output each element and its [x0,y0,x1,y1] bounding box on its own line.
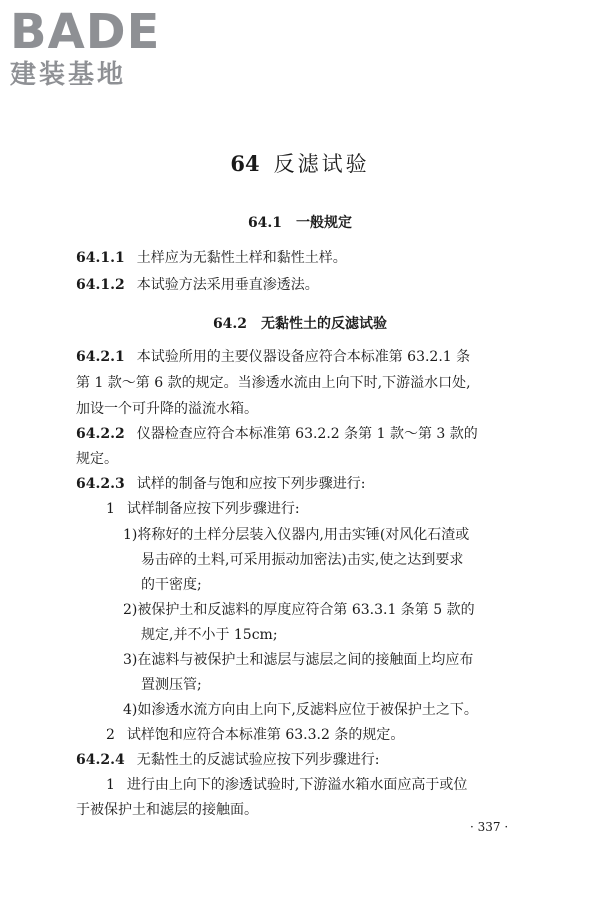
clause-number: 64.2.3 [76,476,125,492]
clause-text-line: 规定。 [76,451,118,467]
section-heading-64-2 [0,313,600,333]
chapter-number: 64 [230,151,260,176]
list-item-label: 4) [123,702,138,718]
list-item [123,526,469,544]
clause-64-2-4 [76,751,379,769]
clause-text: 试样的制备与饱和应按下列步骤进行: [136,476,366,492]
subclause-text: 进行由上向下的渗透试验时,下游溢水箱水面应高于或位 [126,777,468,793]
chapter-title [0,148,600,178]
clause-text-line: 第 1 款～第 6 款的规定。当渗透水流由上向下时,下游溢水口处, [76,375,471,391]
clause-number: 64.2.4 [76,752,125,768]
section-heading-64-1 [0,212,600,232]
subclause-2 [106,726,404,744]
clause-number: 64.2.2 [76,426,125,442]
list-item [123,701,478,719]
logo-mark: BADE [10,4,161,60]
list-item-label: 2) [123,602,138,618]
subclause-1 [106,500,300,518]
clause-text-line: 仪器检查应符合本标准第 63.2.2 条第 1 款～第 3 款的 [136,426,478,442]
clause-number: 64.2.1 [76,349,125,365]
list-item [123,601,475,619]
logo-subtitle: 建装基地 [10,60,127,90]
subclause-text: 试样制备应按下列步骤进行: [126,501,300,517]
list-item-text: 在滤料与被保护土和滤层与滤层之间的接触面上均应布 [137,652,474,668]
clause-number: 64.1.1 [76,250,125,266]
subclause-number: 2 [106,727,115,743]
subclause-number: 1 [106,777,115,793]
clause-text: 土样应为无黏性土样和黏性土样。 [136,250,347,266]
clause-text: 无黏性土的反滤试验应按下列步骤进行: [136,752,380,768]
list-item-text: 易击碎的土料,可采用振动加密法)击实,使之达到要求 [141,552,464,568]
list-item [123,651,473,669]
clause-64-1-2 [76,276,319,294]
section-title: 一般规定 [296,215,353,231]
list-item-text: 将称好的土样分层装入仪器内,用击实锤(对风化石渣或 [137,527,470,543]
subclause-1 [106,776,467,794]
clause-64-2-2 [76,425,478,443]
list-item-text: 如渗透水流方向由上向下,反滤料应位于被保护土之下。 [137,702,478,718]
clause-text-line: 加设一个可升降的溢流水箱。 [76,401,258,417]
list-item-label: 1) [123,527,138,543]
subclause-text: 于被保护土和滤层的接触面。 [76,802,258,818]
list-item-text: 置测压管; [141,677,202,693]
subclause-number: 1 [106,501,115,517]
list-item-label: 3) [123,652,138,668]
section-number: 64.2 [212,316,248,332]
clause-text: 本试验方法采用垂直渗透法。 [136,277,319,293]
list-item-text: 被保护土和反滤料的厚度应符合第 63.3.1 条第 5 款的 [137,602,475,618]
clause-number: 64.1.2 [76,277,125,293]
section-number: 64.1 [247,215,283,231]
page-number: · 337 · [470,820,509,834]
clause-64-2-1 [76,348,470,366]
clause-text-line: 本试验所用的主要仪器设备应符合本标准第 63.2.1 条 [136,349,471,365]
clause-64-1-1 [76,249,347,267]
list-item-text: 的干密度; [141,577,202,593]
section-title: 无黏性土的反滤试验 [261,316,388,332]
logo [10,6,190,90]
subclause-text: 试样饱和应符合本标准第 63.3.2 条的规定。 [126,727,405,743]
clause-64-2-3 [76,475,365,493]
chapter-title-text: 反滤试验 [273,152,370,176]
list-item-text: 规定,并不小于 15cm; [141,627,278,643]
